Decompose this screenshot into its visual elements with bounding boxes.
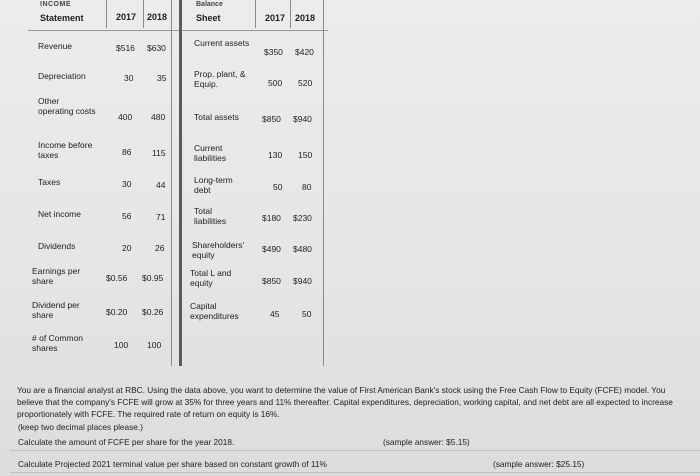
balance-cell: 520 [298,78,313,88]
col-divider [290,0,291,28]
income-cell: 86 [122,147,132,157]
balance-row-label: Capital expenditures [190,301,239,321]
income-cell: $0.56 [106,273,128,283]
income-row-label: Revenue [38,41,73,51]
income-row-label: Other operating costs [38,96,96,116]
income-cell: 100 [147,340,162,350]
question-2: Calculate Projected 2021 terminal value per share based on constant growth of 11% [18,459,327,469]
income-row-label: Taxes [38,177,61,187]
income-cell: $0.26 [142,307,164,317]
income-cell: 100 [114,340,129,350]
income-cell: 71 [156,212,166,222]
balance-cell: $850 [262,114,281,124]
balance-row-label: Total L and equity [190,268,232,288]
sheet-divider [179,0,182,366]
sample-answer-2: (sample answer: $25.15) [493,459,585,469]
balance-cell: 500 [268,78,283,88]
balance-row-label: Prop. plant, & Equip. [194,69,246,89]
balance-row-label: Current assets [194,38,250,48]
balance-cell: 45 [270,309,280,319]
income-cell: 56 [122,211,132,221]
income-cell: 30 [122,179,132,189]
header-divider-balance [188,30,328,31]
income-row-label: Dividends [38,241,76,251]
income-row-label: # of Common shares [32,333,84,353]
answer-divider [10,450,700,451]
income-cell: $630 [147,43,166,53]
income-row-label: Income before taxes [38,140,93,160]
decimal-note: (keep two decimal places please.) [18,422,143,432]
balance-cell: $940 [293,276,312,286]
balance-cell: 50 [302,309,312,319]
income-cell: 30 [124,73,134,83]
balance-cell: $940 [293,114,312,124]
balance-cell: 150 [298,150,313,160]
sample-answer-1: (sample answer: $5.15) [383,437,470,447]
balance-row-label: Total assets [194,112,239,122]
col-divider [106,0,107,28]
income-cell: 20 [122,243,132,253]
income-cell: 26 [155,243,165,253]
question-text: You are a financial analyst at RBC. Using the data above, you want to determine the value of First American Bank's stock using the Free Cash Flow to Equity (FCFE) model. You believe that the company's FCFE will grow at 35% for three years and 11% thereafter. Capital expenditures, depreciation, working capital, and net debt are all expected to increase proportionately with FCFE. The required rate of return on equity is 16%. [17,385,673,419]
balance-cell: $350 [264,47,283,57]
income-cell: $516 [116,43,135,53]
balance-cell: 50 [273,182,283,192]
col-divider [171,0,172,366]
balance-row-label: Current liabilities [194,143,227,163]
balance-title: Sheet [196,13,221,23]
col-divider [143,0,144,28]
answer-divider [10,472,700,473]
balance-header-cut: Balance [196,1,223,8]
balance-row-label: Long-term debt [194,175,233,195]
balance-cell: 130 [268,150,283,160]
balance-cell: $490 [262,244,281,254]
income-cell: $0.95 [142,273,164,283]
income-row-label: Dividend per share [32,300,80,320]
balance-year-2018: 2018 [295,13,316,23]
income-header-cut: INCOME [40,1,71,8]
income-cell: 115 [152,148,166,158]
income-year-2018: 2018 [147,12,168,22]
income-cell: $0.20 [106,307,128,317]
income-title: Statement [40,13,84,23]
col-divider [255,0,256,28]
income-cell: 44 [156,180,166,190]
header-divider [28,30,188,31]
income-cell: 35 [157,73,167,83]
income-row-label: Earnings per share [32,266,81,286]
balance-cell: 80 [302,182,312,192]
balance-year-2017: 2017 [265,13,286,23]
balance-row-label: Shareholders' equity [192,240,245,260]
question-1: Calculate the amount of FCFE per share for the year 2018. [18,437,235,447]
income-row-label: Depreciation [38,71,86,81]
col-divider [323,0,324,366]
income-year-2017: 2017 [116,12,137,22]
balance-cell: $480 [293,244,312,254]
balance-cell: $850 [262,276,281,286]
income-row-label: Net income [38,209,81,219]
income-cell: 400 [118,112,133,122]
balance-row-label: Total liabilities [194,206,227,226]
balance-cell: $230 [293,213,312,223]
income-cell: 480 [151,112,166,122]
balance-cell: $180 [262,213,281,223]
balance-cell: $420 [295,47,314,57]
